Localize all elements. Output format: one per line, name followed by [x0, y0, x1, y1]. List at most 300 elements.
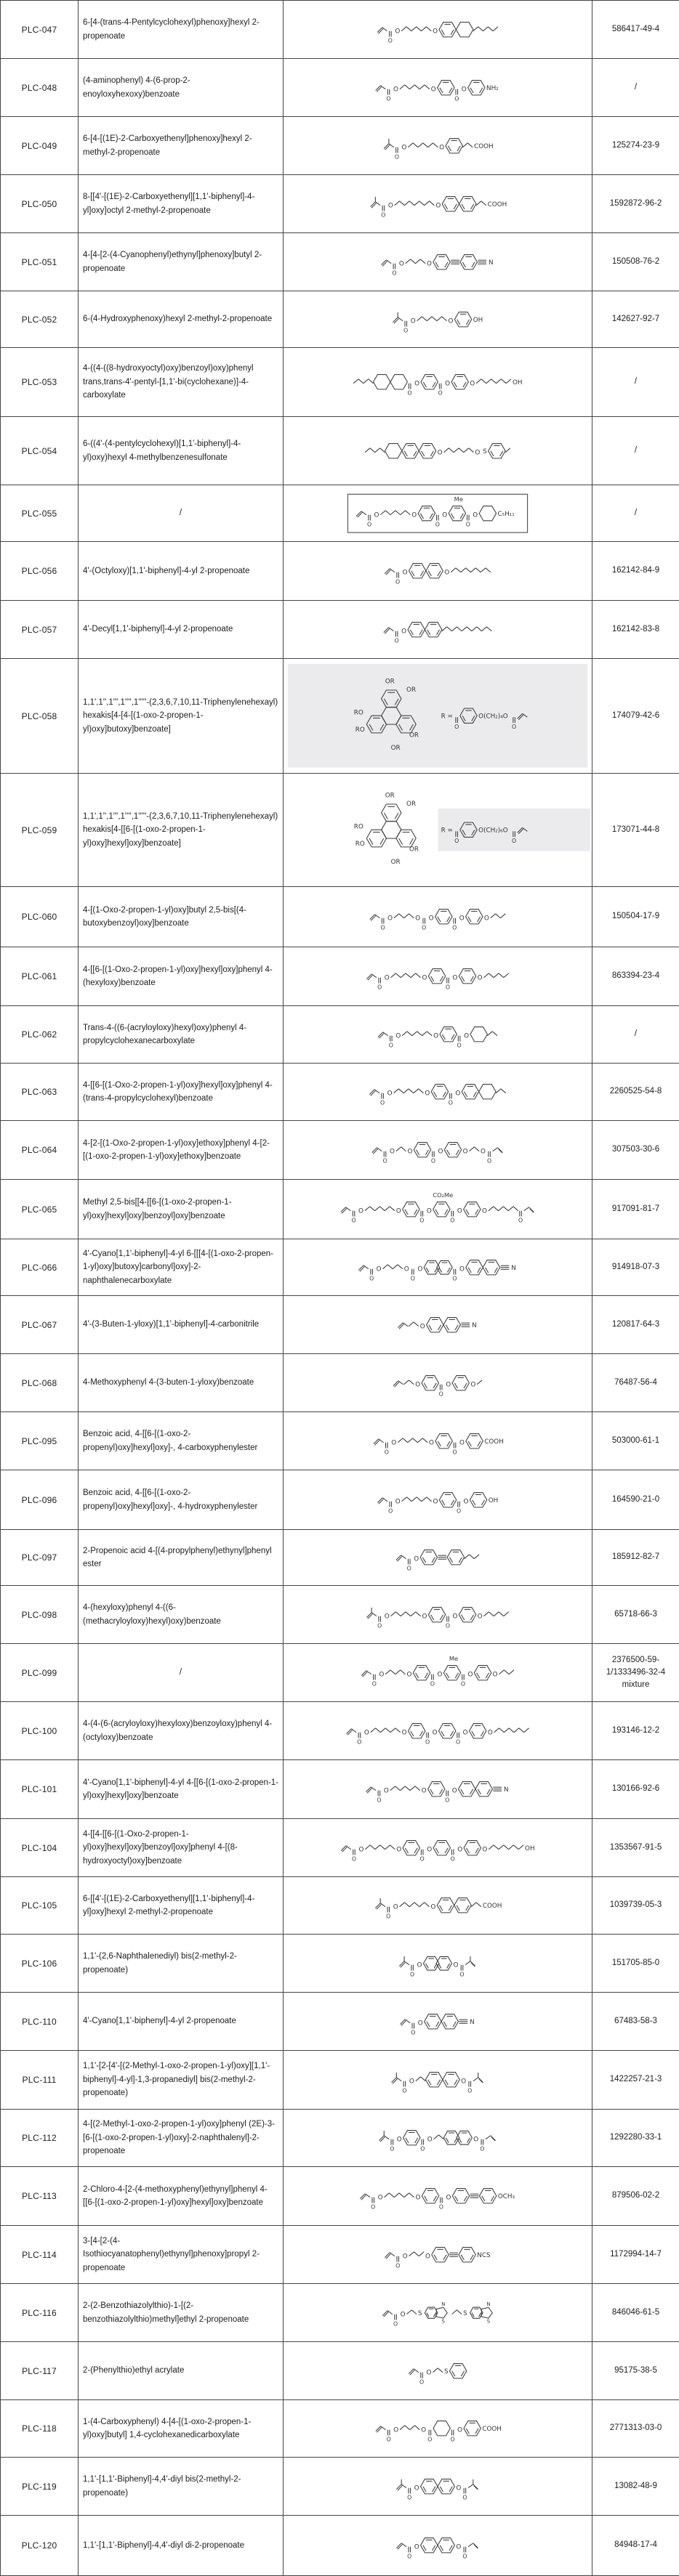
structure-cell — [284, 348, 592, 417]
svg-text:O: O — [404, 1265, 409, 1273]
structure-cell — [284, 1121, 592, 1180]
svg-text:O: O — [439, 1390, 443, 1397]
svg-text:O: O — [395, 2262, 400, 2269]
cas-number: 120817-64-3 — [592, 1296, 679, 1354]
svg-text:O: O — [475, 449, 480, 456]
svg-text:C₅H₁₁: C₅H₁₁ — [498, 511, 515, 518]
svg-text:O: O — [388, 1507, 393, 1514]
compound-name: 4-[2-[(1-Oxo-2-propen-1-yl)oxy]ethoxy]phenyl 4-[2-[(1-oxo-2-propen-1-yl)oxy]ethoxy]benzoate — [79, 1121, 284, 1180]
table-row — [1, 2516, 679, 2576]
svg-text:O: O — [417, 1265, 422, 1273]
svg-text:O: O — [488, 1729, 493, 1736]
svg-text:O: O — [377, 1797, 381, 1804]
svg-text:O: O — [374, 511, 379, 519]
svg-text:O: O — [393, 2320, 398, 2327]
svg-text:O: O — [454, 95, 459, 102]
cas-number: 13082-48-9 — [592, 2458, 679, 2516]
table-row — [1, 1296, 679, 1354]
structure-drawing — [285, 431, 590, 471]
compound-code: PLC-116 — [1, 2284, 79, 2342]
cas-number: 1422257-21-3 — [592, 2051, 679, 2110]
cas-number: 2771313-03-0 — [592, 2400, 679, 2458]
compound-code: PLC-105 — [1, 1877, 79, 1935]
table-row — [1, 1935, 679, 1993]
svg-text:O: O — [467, 2088, 472, 2094]
svg-text:S: S — [483, 448, 487, 455]
structure-drawing — [285, 1363, 590, 1403]
structure-cell — [284, 1819, 592, 1877]
compound-name: 4'-(3-Buten-1-yloxy)[1,1'-biphenyl]-4-carbonitrile — [79, 1296, 284, 1354]
svg-text:O: O — [419, 2378, 424, 2385]
svg-text:O: O — [461, 2078, 466, 2086]
svg-text:OH: OH — [513, 379, 523, 386]
structure-drawing — [285, 1595, 590, 1635]
cas-number: 162142-83-8 — [592, 601, 679, 659]
svg-text:O: O — [462, 2494, 467, 2500]
compound-code: PLC-095 — [1, 1412, 79, 1470]
cas-number: 173071-44-8 — [592, 774, 679, 887]
cas-number: / — [592, 348, 679, 417]
table-row — [1, 1121, 679, 1180]
svg-text:O: O — [395, 28, 400, 35]
svg-text:COOH: COOH — [484, 1438, 504, 1446]
svg-text:O: O — [414, 2484, 419, 2492]
structure-cell — [284, 659, 592, 774]
svg-text:O: O — [451, 2437, 455, 2443]
svg-text:O: O — [430, 1904, 435, 1911]
svg-text:O: O — [415, 2195, 420, 2202]
cas-number: 84948-17-4 — [592, 2516, 679, 2576]
table-row — [1, 233, 679, 291]
table-row — [1, 1006, 679, 1064]
svg-text:O: O — [473, 511, 478, 519]
svg-text:O: O — [390, 2146, 394, 2152]
compound-name: 1-(4-Carboxyphenyl) 4-[4-[(1-oxo-2-propen-1-yl)oxy]butyl] 1,4-cyclohexanedicarboxylate — [79, 2400, 284, 2458]
structure-drawing — [285, 1828, 590, 1868]
cas-number: 150504-17-9 — [592, 887, 679, 947]
svg-text:O: O — [407, 2553, 411, 2560]
svg-text:O: O — [395, 153, 399, 160]
compound-name: (4-aminophenyl) 4-(6-prop-2-enoyloxyhexoxy)benzoate — [79, 59, 284, 117]
compound-table-body — [1, 1, 679, 2576]
svg-text:Me: Me — [449, 1655, 458, 1662]
structure-drawing — [285, 2118, 590, 2158]
svg-text:O: O — [427, 2136, 433, 2144]
structure-drawing — [285, 2290, 590, 2336]
compound-code: PLC-060 — [1, 887, 79, 947]
svg-text:O: O — [445, 1797, 449, 1804]
structure-drawing — [285, 299, 590, 339]
structure-cell — [284, 947, 592, 1006]
svg-text:O: O — [411, 511, 417, 519]
svg-text:O: O — [478, 1613, 483, 1620]
svg-text:O: O — [453, 1961, 458, 1969]
compound-code: PLC-099 — [1, 1644, 79, 1702]
svg-text:O: O — [367, 521, 371, 527]
svg-text:N: N — [489, 259, 494, 267]
svg-text:O: O — [433, 1729, 438, 1736]
structure-cell — [284, 2051, 592, 2110]
svg-text:O: O — [454, 838, 459, 844]
svg-text:O: O — [461, 1680, 465, 1687]
table-row — [1, 1470, 679, 1530]
svg-text:N: N — [511, 1265, 516, 1272]
svg-text:RO: RO — [354, 824, 363, 831]
svg-text:OR: OR — [391, 745, 401, 752]
svg-text:O: O — [484, 915, 489, 923]
table-row — [1, 947, 679, 1006]
svg-text:O: O — [435, 202, 441, 209]
structure-drawing — [285, 1711, 590, 1751]
svg-text:O: O — [384, 1788, 389, 1795]
svg-text:O: O — [427, 260, 432, 267]
table-row — [1, 417, 679, 485]
svg-text:O: O — [352, 1855, 356, 1862]
svg-text:O: O — [414, 2544, 419, 2551]
svg-text:O: O — [437, 1671, 442, 1678]
svg-text:O: O — [381, 211, 385, 218]
structure-drawing — [285, 896, 590, 936]
structure-drawing — [285, 1943, 590, 1983]
svg-text:O: O — [459, 1971, 464, 1977]
compound-name: 4-(4-(6-(acryloyloxy)hexyloxy)benzoyloxy)phenyl 4-(octyloxy)benzoate — [79, 1702, 284, 1760]
compound-name: 1,1',1'',1''',1'''',1'''''-(2,3,6,7,10,11-Triphenylenehexayl) hexakis[4-[4-[(1-oxo-2-propen-1-yl)oxy]butoxy]benzoate] — [79, 659, 284, 774]
svg-text:O: O — [482, 1207, 487, 1215]
svg-text:OR: OR — [409, 846, 419, 854]
structure-cell — [284, 2226, 592, 2284]
structure-cell — [284, 417, 592, 485]
svg-text:OR: OR — [406, 801, 416, 808]
cas-number: 130166-92-6 — [592, 1760, 679, 1819]
svg-text:OR: OR — [409, 732, 419, 740]
structure-cell — [284, 2342, 592, 2400]
cas-number: 142627-92-7 — [592, 291, 679, 348]
compound-code: PLC-104 — [1, 1819, 79, 1877]
structure-drawing — [285, 956, 590, 996]
svg-text:O: O — [462, 2553, 467, 2560]
svg-text:O: O — [385, 975, 390, 982]
svg-text:O: O — [439, 144, 444, 151]
svg-text:O: O — [422, 975, 427, 982]
structure-drawing — [285, 2408, 590, 2448]
structure-drawing — [285, 777, 590, 883]
svg-text:O: O — [418, 2020, 423, 2027]
compound-code: PLC-110 — [1, 1993, 79, 2051]
structure-cell — [284, 1, 592, 59]
svg-text:O: O — [364, 1729, 369, 1736]
svg-text:RO: RO — [354, 710, 363, 717]
svg-text:O: O — [452, 925, 457, 931]
cas-number: / — [592, 417, 679, 485]
compound-name: 2-(Phenylthio)ethyl acrylate — [79, 2342, 284, 2400]
table-row — [1, 2284, 679, 2342]
svg-text:O: O — [446, 984, 450, 991]
svg-text:O: O — [512, 838, 516, 844]
cas-number: 76487-56-4 — [592, 1354, 679, 1412]
svg-text:N: N — [486, 2301, 490, 2307]
cas-number: 2260525-54-8 — [592, 1064, 679, 1121]
svg-text:O: O — [395, 579, 400, 586]
compound-code: PLC-058 — [1, 659, 79, 774]
compound-code: PLC-065 — [1, 1180, 79, 1239]
structure-cell — [284, 1702, 592, 1760]
compound-code: PLC-052 — [1, 291, 79, 348]
structure-cell — [284, 1354, 592, 1412]
compound-name: 4'-(Octyloxy)[1,1'-biphenyl]-4-yl 2-propenoate — [79, 542, 284, 601]
compound-code: PLC-048 — [1, 59, 79, 117]
table-row — [1, 59, 679, 117]
svg-text:O: O — [466, 521, 470, 527]
svg-text:O: O — [445, 381, 450, 388]
structure-cell — [284, 601, 592, 659]
table-row — [1, 1760, 679, 1819]
svg-text:O: O — [401, 2311, 406, 2318]
svg-text:O: O — [395, 1033, 401, 1040]
table-row — [1, 2167, 679, 2226]
table-row — [1, 1, 679, 59]
compound-code: PLC-096 — [1, 1470, 79, 1530]
compound-code: PLC-113 — [1, 2167, 79, 2226]
svg-text:S: S — [444, 2368, 449, 2375]
cas-number: 917091-81-7 — [592, 1180, 679, 1239]
structure-cell — [284, 2458, 592, 2516]
svg-text:O: O — [456, 2544, 461, 2551]
svg-text:COOH: COOH — [483, 1903, 502, 1910]
svg-text:O: O — [433, 1498, 438, 1505]
svg-text:O: O — [396, 1207, 401, 1215]
svg-text:O: O — [403, 327, 408, 333]
svg-text:O: O — [406, 1671, 411, 1678]
svg-text:O: O — [433, 28, 438, 35]
svg-text:O: O — [389, 1042, 393, 1049]
svg-text:O: O — [429, 1439, 434, 1446]
compound-name: Benzoic acid, 4-[[6-[(1-oxo-2-propenyl)oxy]hexyl]oxy]-, 4-hydroxyphenylester — [79, 1470, 284, 1530]
svg-text:O: O — [415, 915, 420, 923]
compound-code: PLC-098 — [1, 1586, 79, 1644]
svg-text:O: O — [393, 86, 398, 93]
cas-number: 307503-30-6 — [592, 1121, 679, 1180]
svg-text:O: O — [470, 381, 475, 388]
compound-code: PLC-066 — [1, 1239, 79, 1296]
compound-name: 4'-Cyano[1,1'-biphenyl]-4-yl 2-propenoate — [79, 1993, 284, 2051]
structure-drawing — [285, 2525, 590, 2565]
svg-text:OH: OH — [473, 317, 483, 324]
structure-drawing — [285, 1072, 590, 1111]
svg-text:O: O — [452, 1275, 457, 1281]
svg-text:O: O — [467, 1671, 473, 1678]
svg-text:O: O — [378, 2195, 383, 2202]
cas-number: 1039739-05-3 — [592, 1877, 679, 1935]
compound-code: PLC-117 — [1, 2342, 79, 2400]
compound-name: 8-[[4'-[(1E)-2-Carboxyethenyl][1,1'-biphenyl]-4-yl]oxy]octyl 2-methyl-2-propenoate — [79, 175, 284, 233]
compound-code: PLC-059 — [1, 774, 79, 887]
svg-text:O: O — [408, 390, 412, 397]
compound-code: PLC-055 — [1, 485, 79, 542]
svg-text:O: O — [386, 95, 390, 102]
compound-code: PLC-097 — [1, 1530, 79, 1586]
svg-text:S: S — [442, 2318, 445, 2324]
cas-number: / — [592, 1006, 679, 1064]
structure-drawing — [285, 2235, 590, 2275]
svg-text:O: O — [396, 1846, 401, 1853]
cas-number: 586417-49-4 — [592, 1, 679, 59]
structure-cell — [284, 1760, 592, 1819]
svg-text:NH₂: NH₂ — [486, 85, 499, 92]
compound-code: PLC-056 — [1, 542, 79, 601]
structure-cell — [284, 1180, 592, 1239]
svg-text:O: O — [415, 1381, 420, 1388]
table-row — [1, 2458, 679, 2516]
table-row — [1, 2226, 679, 2284]
cas-number: 125274-23-9 — [592, 117, 679, 175]
structure-cell — [284, 2110, 592, 2167]
svg-text:O: O — [369, 1275, 374, 1281]
table-row — [1, 1239, 679, 1296]
svg-text:O: O — [427, 1207, 432, 1215]
svg-text:O: O — [411, 1275, 415, 1281]
structure-cell — [284, 233, 592, 291]
structure-drawing — [285, 2351, 590, 2391]
svg-text:Me: Me — [454, 495, 463, 503]
structure-cell — [284, 1530, 592, 1586]
compound-name: 6-((4'-(4-pentylcyclohexyl)[1,1'-biphenyl]-4-yl)oxy)hexyl 4-methylbenzenesulfonate — [79, 417, 284, 485]
svg-text:O: O — [456, 1738, 460, 1745]
svg-text:O: O — [431, 1158, 435, 1165]
svg-text:O: O — [464, 1033, 469, 1040]
cas-number: 2376500-59-1/1333496-32-4 mixture — [592, 1644, 679, 1702]
table-row — [1, 291, 679, 348]
compound-code: PLC-114 — [1, 2226, 79, 2284]
svg-text:O: O — [456, 2484, 461, 2492]
svg-text:O: O — [487, 1158, 491, 1165]
compound-name: 4'-Cyano[1,1'-biphenyl]-4-yl 6-[[[4-[(1-oxo-2-propen-1-yl)oxy]butoxy]carbonyl]oxy]-2-naphthalenecarboxylate — [79, 1239, 284, 1296]
svg-text:O: O — [463, 1729, 468, 1736]
svg-text:O: O — [401, 144, 406, 151]
structure-cell — [284, 175, 592, 233]
structure-cell — [284, 2284, 592, 2342]
structure-drawing — [285, 2176, 590, 2216]
svg-text:O: O — [452, 1613, 457, 1620]
structure-drawing — [285, 1247, 590, 1287]
svg-text:S: S — [463, 2310, 467, 2317]
table-row — [1, 1354, 679, 1412]
svg-text:O: O — [463, 1149, 468, 1156]
compound-code: PLC-053 — [1, 348, 79, 417]
structure-cell — [284, 1877, 592, 1935]
svg-text:O: O — [420, 1855, 425, 1862]
svg-text:O: O — [382, 1158, 387, 1165]
compound-name: 4-[[6-[(1-Oxo-2-propen-1-yl)oxy]hexyl]oxy]phenyl 4-(trans-4-propylcyclohexyl)benzoate — [79, 1064, 284, 1121]
structure-cell — [284, 2400, 592, 2458]
svg-text:R =: R = — [441, 827, 453, 835]
structure-drawing — [285, 68, 590, 108]
svg-text:O: O — [425, 1738, 430, 1745]
cas-number: 164590-21-0 — [592, 1470, 679, 1530]
svg-text:O: O — [386, 1913, 390, 1920]
compound-name: 2-(2-Benzothiazolylthio)-1-[(2-benzothiazolylthio)methyl]ethyl 2-propenoate — [79, 2284, 284, 2342]
compound-name: Methyl 2,5-bis[[4-[[6-[(1-oxo-2-propen-1-yl)oxy]hexyl]oxy]benzoyl]oxy]benzoate — [79, 1180, 284, 1239]
compound-code: PLC-100 — [1, 1702, 79, 1760]
structure-drawing — [285, 609, 590, 649]
svg-text:O: O — [449, 1100, 453, 1106]
svg-text:O: O — [387, 1090, 393, 1098]
svg-text:O: O — [399, 260, 404, 267]
svg-text:R =: R = — [441, 713, 453, 721]
svg-text:O: O — [422, 1613, 427, 1620]
svg-text:O: O — [371, 2204, 375, 2211]
compound-name: 2-Propenoic acid 4-[(4-propylphenyl)ethynyl]phenyl ester — [79, 1530, 284, 1586]
svg-text:OCH₃: OCH₃ — [498, 2193, 515, 2200]
compound-name: 6-[[4'-[(1E)-2-Carboxyethenyl][1,1'-biphenyl]-4-yl]oxy]hexyl 2-methyl-2-propenoate — [79, 1877, 284, 1935]
svg-text:OR: OR — [385, 679, 395, 686]
table-row — [1, 117, 679, 175]
cas-number: 193146-12-2 — [592, 1702, 679, 1760]
table-row — [1, 1064, 679, 1121]
svg-text:O: O — [457, 1507, 461, 1514]
compound-name: 6-[4-[(1E)-2-Carboxyethenyl]phenoxy]hexyl 2-methyl-2-propenoate — [79, 117, 284, 175]
svg-text:O: O — [435, 521, 440, 527]
compound-code: PLC-106 — [1, 1935, 79, 1993]
structure-drawing — [285, 1480, 590, 1520]
svg-text:O: O — [464, 1498, 469, 1505]
cas-number: 65718-66-3 — [592, 1586, 679, 1644]
svg-text:RO: RO — [355, 841, 365, 848]
compound-code: PLC-054 — [1, 417, 79, 485]
svg-text:O: O — [431, 86, 436, 93]
table-row — [1, 2110, 679, 2167]
structure-cell — [284, 1935, 592, 1993]
structure-cell — [284, 59, 592, 117]
svg-text:O: O — [411, 2029, 415, 2036]
svg-text:NCS: NCS — [477, 2252, 491, 2259]
cas-number: 1592872-96-2 — [592, 175, 679, 233]
cas-number: 503000-61-1 — [592, 1412, 679, 1470]
compound-code: PLC-063 — [1, 1064, 79, 1121]
svg-text:COOH: COOH — [474, 143, 494, 150]
svg-text:CO₂Me: CO₂Me — [433, 1191, 453, 1199]
compound-code: PLC-101 — [1, 1760, 79, 1819]
structure-cell — [284, 1006, 592, 1064]
structure-drawing — [285, 1014, 590, 1054]
structure-cell — [284, 1239, 592, 1296]
svg-text:N: N — [470, 2019, 475, 2026]
compound-name: / — [79, 485, 284, 542]
svg-text:O: O — [414, 381, 419, 388]
compound-name: 4'-Decyl[1,1'-biphenyl]-4-yl 2-propenoate — [79, 601, 284, 659]
table-row — [1, 887, 679, 947]
table-row — [1, 1819, 679, 1877]
compound-name: 1,1'-(2,6-Naphthalenediyl) bis(2-methyl-2-propenoate) — [79, 1935, 284, 1993]
structure-drawing — [285, 2059, 590, 2099]
structure-cell — [284, 887, 592, 947]
svg-text:OH: OH — [525, 1845, 535, 1852]
svg-text:N: N — [472, 1322, 477, 1329]
compound-name: 4-(hexyloxy)phenyl 4-((6-(methacryloyloxy)hexyl)oxy)benzoate — [79, 1586, 284, 1644]
svg-text:O: O — [390, 1149, 395, 1156]
cas-number: 150508-76-2 — [592, 233, 679, 291]
svg-text:N: N — [504, 1786, 509, 1794]
svg-text:O: O — [380, 1100, 385, 1106]
compound-name: 4-[4-[2-(4-Cyanophenyl)ethynyl]phenoxy]butyl 2-propenoate — [79, 233, 284, 291]
cas-number: / — [592, 59, 679, 117]
structure-cell — [284, 117, 592, 175]
compound-code: PLC-068 — [1, 1354, 79, 1412]
structure-drawing — [285, 184, 590, 224]
cas-number: 185912-82-7 — [592, 1530, 679, 1586]
svg-text:O: O — [391, 1439, 396, 1446]
structure-cell — [284, 1993, 592, 2051]
compound-code: PLC-050 — [1, 175, 79, 233]
